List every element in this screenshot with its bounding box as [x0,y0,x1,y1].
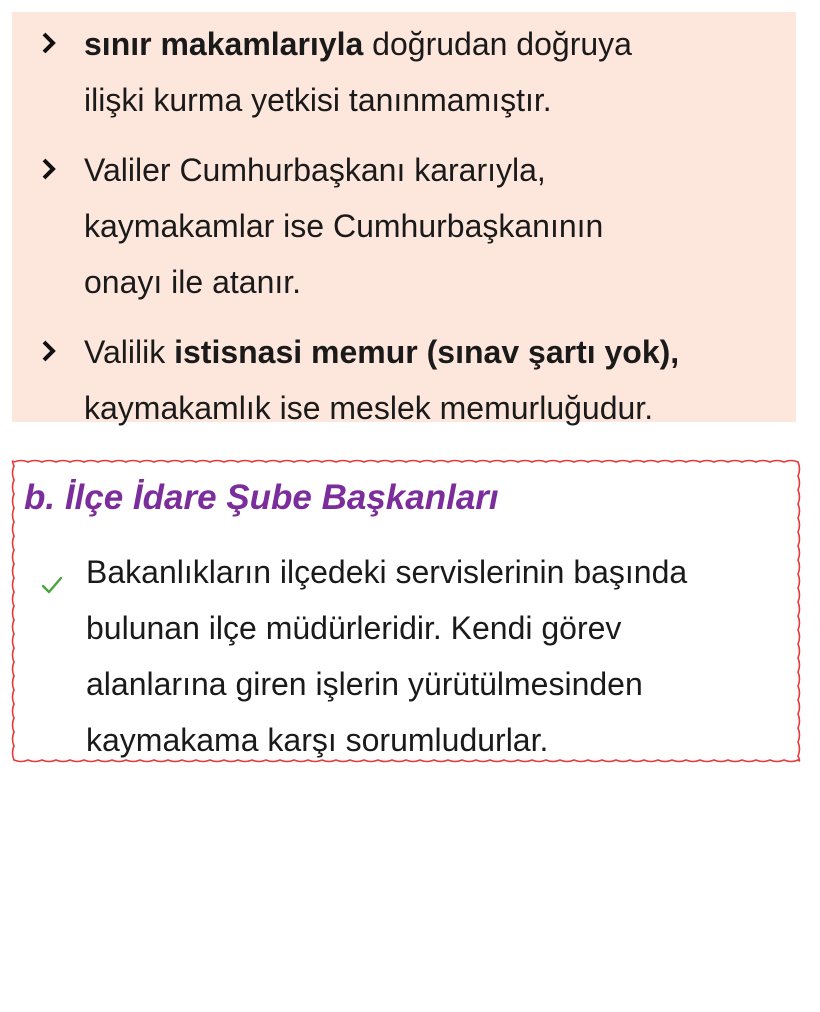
bullet-1-line-2: ilişki kurma yetkisi tanınmamıştır. [84,82,552,118]
bullet-item-3 [42,324,820,436]
item-line-4: kaymakama karşı sorumludurlar. [86,722,549,758]
bullet-2-line-3: onayı ile atanır. [84,264,302,300]
bullet-2-line-1: Valiler Cumhurbaşkanı kararıyla, [84,152,546,188]
chevron-right-icon [42,142,82,180]
check-list-item [40,544,806,768]
item-line-2: bulunan ilçe müdürleridir. Kendi görev [86,610,622,646]
item-line-3: alanlarına giren işlerin yürütülmesinden [86,666,643,702]
check-icon [40,558,64,614]
chevron-right-icon [42,16,82,54]
section-heading: b. İlçe İdare Şube Başkanları [24,478,499,517]
bullet-2-line-2: kaymakamlar ise Cumhurbaşkanının [84,208,604,244]
bullet-3-line-1: Valilik istisnasi memur (sınav şartı yok), [84,334,680,370]
section-b-box [10,458,802,764]
bullet-1-line-1: sınır makamlarıyla doğrudan doğruya [84,26,632,62]
item-line-1: Bakanlıkların ilçedeki servislerinin başında [86,554,688,590]
chevron-right-icon [42,324,82,362]
bullet-item-1 [42,16,820,128]
bullet-item-2 [42,142,820,310]
bullet-3-line-2: kaymakamlık ise meslek memurluğudur. [84,390,654,426]
